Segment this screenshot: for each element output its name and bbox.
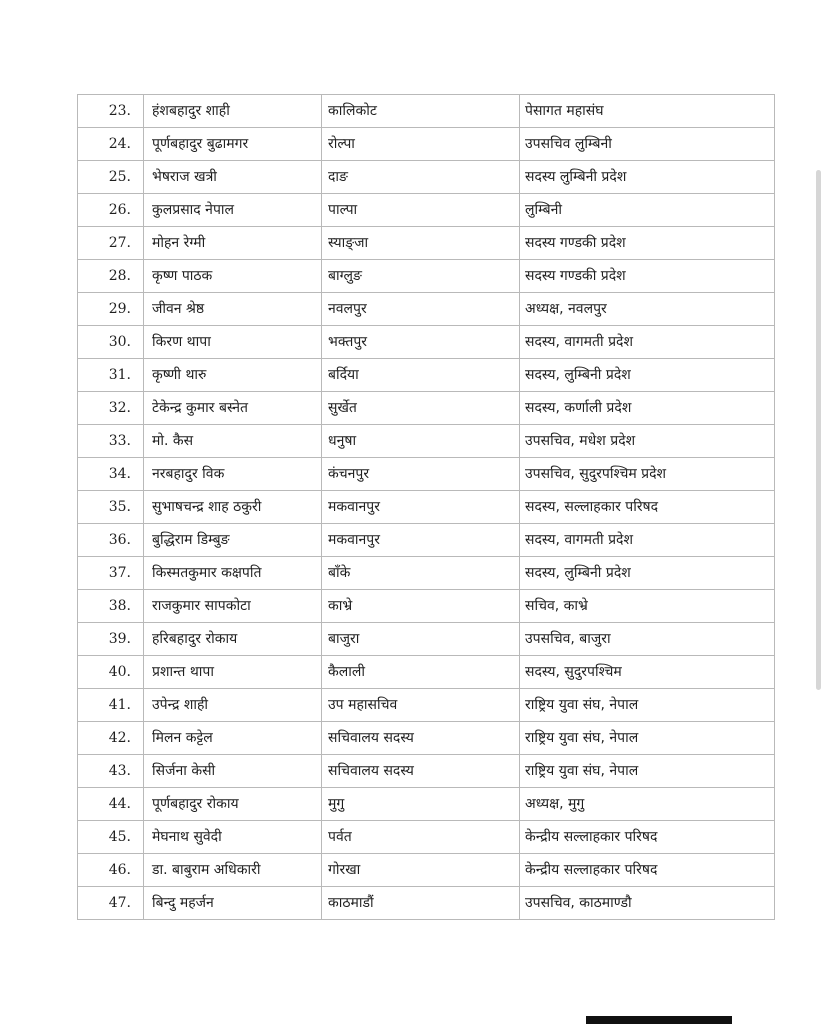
member-name-cell: जीवन श्रेष्ठ	[144, 293, 322, 326]
serial-number-cell: 26.	[78, 194, 144, 227]
table-row	[78, 425, 775, 458]
position-cell: सचिव, काभ्रे	[520, 590, 775, 623]
position-cell: सदस्य, वागमती प्रदेश	[520, 524, 775, 557]
district-cell: पर्वत	[322, 821, 520, 854]
table-row	[78, 821, 775, 854]
serial-number-cell: 33.	[78, 425, 144, 458]
serial-number-cell: 30.	[78, 326, 144, 359]
bottom-bar	[586, 1016, 732, 1024]
table-row	[78, 293, 775, 326]
district-cell: मकवानपुर	[322, 524, 520, 557]
member-name-cell: किस्मतकुमार कक्षपति	[144, 557, 322, 590]
position-cell: सदस्य, लुम्बिनी प्रदेश	[520, 359, 775, 392]
table-row	[78, 161, 775, 194]
district-cell: गोरखा	[322, 854, 520, 887]
position-cell: केन्द्रीय सल्लाहकार परिषद	[520, 854, 775, 887]
member-name-cell: हरिबहादुर रोकाय	[144, 623, 322, 656]
member-name-cell: मोहन रेग्मी	[144, 227, 322, 260]
table-row	[78, 689, 775, 722]
table-row	[78, 887, 775, 920]
district-cell: सचिवालय सदस्य	[322, 722, 520, 755]
district-cell: मकवानपुर	[322, 491, 520, 524]
position-cell: सदस्य, कर्णाली प्रदेश	[520, 392, 775, 425]
district-cell: दाङ	[322, 161, 520, 194]
district-cell: उप महासचिव	[322, 689, 520, 722]
position-cell: राष्ट्रिय युवा संघ, नेपाल	[520, 722, 775, 755]
member-name-cell: डा. बाबुराम अधिकारी	[144, 854, 322, 887]
position-cell: राष्ट्रिय युवा संघ, नेपाल	[520, 755, 775, 788]
member-name-cell: टेकेन्द्र कुमार बस्नेत	[144, 392, 322, 425]
table-row	[78, 788, 775, 821]
serial-number-cell: 46.	[78, 854, 144, 887]
serial-number-cell: 38.	[78, 590, 144, 623]
position-cell: सदस्य, वागमती प्रदेश	[520, 326, 775, 359]
table-row	[78, 590, 775, 623]
member-name-cell: किरण थापा	[144, 326, 322, 359]
table-row	[78, 458, 775, 491]
serial-number-cell: 24.	[78, 128, 144, 161]
table-row	[78, 95, 775, 128]
district-cell: सुर्खेत	[322, 392, 520, 425]
position-cell: उपसचिव, बाजुरा	[520, 623, 775, 656]
table-row	[78, 260, 775, 293]
position-cell: केन्द्रीय सल्लाहकार परिषद	[520, 821, 775, 854]
district-cell: बर्दिया	[322, 359, 520, 392]
district-cell: सचिवालय सदस्य	[322, 755, 520, 788]
serial-number-cell: 32.	[78, 392, 144, 425]
vertical-scrollbar[interactable]	[816, 170, 821, 690]
position-cell: अध्यक्ष, मुगु	[520, 788, 775, 821]
serial-number-cell: 35.	[78, 491, 144, 524]
table-row	[78, 524, 775, 557]
member-name-cell: बुद्धिराम डिम्बुङ	[144, 524, 322, 557]
position-cell: लुम्बिनी	[520, 194, 775, 227]
serial-number-cell: 44.	[78, 788, 144, 821]
serial-number-cell: 41.	[78, 689, 144, 722]
position-cell: उपसचिव लुम्बिनी	[520, 128, 775, 161]
position-cell: सदस्य, सल्लाहकार परिषद	[520, 491, 775, 524]
serial-number-cell: 39.	[78, 623, 144, 656]
serial-number-cell: 37.	[78, 557, 144, 590]
member-name-cell: सुभाषचन्द्र शाह ठकुरी	[144, 491, 322, 524]
member-name-cell: उपेन्द्र शाही	[144, 689, 322, 722]
district-cell: भक्तपुर	[322, 326, 520, 359]
member-name-cell: पूर्णबहादुर बुढामगर	[144, 128, 322, 161]
serial-number-cell: 43.	[78, 755, 144, 788]
serial-number-cell: 34.	[78, 458, 144, 491]
position-cell: उपसचिव, सुदुरपश्चिम प्रदेश	[520, 458, 775, 491]
member-name-cell: पूर्णबहादुर रोकाय	[144, 788, 322, 821]
table-row	[78, 326, 775, 359]
district-cell: बाँके	[322, 557, 520, 590]
member-name-cell: भेषराज खत्री	[144, 161, 322, 194]
table-row	[78, 623, 775, 656]
serial-number-cell: 47.	[78, 887, 144, 920]
district-cell: कालिकोट	[322, 95, 520, 128]
member-name-cell: मिलन कट्टेल	[144, 722, 322, 755]
members-table	[77, 94, 775, 920]
member-name-cell: कृष्णी थारु	[144, 359, 322, 392]
district-cell: धनुषा	[322, 425, 520, 458]
serial-number-cell: 27.	[78, 227, 144, 260]
member-name-cell: राजकुमार सापकोटा	[144, 590, 322, 623]
serial-number-cell: 29.	[78, 293, 144, 326]
position-cell: उपसचिव, मधेश प्रदेश	[520, 425, 775, 458]
position-cell: सदस्य लुम्बिनी प्रदेश	[520, 161, 775, 194]
position-cell: सदस्य, लुम्बिनी प्रदेश	[520, 557, 775, 590]
table-row	[78, 194, 775, 227]
district-cell: काभ्रे	[322, 590, 520, 623]
serial-number-cell: 25.	[78, 161, 144, 194]
district-cell: रोल्पा	[322, 128, 520, 161]
table-row	[78, 491, 775, 524]
district-cell: बाग्लुङ	[322, 260, 520, 293]
serial-number-cell: 28.	[78, 260, 144, 293]
member-name-cell: सिर्जना केसी	[144, 755, 322, 788]
position-cell: उपसचिव, काठमाण्डौ	[520, 887, 775, 920]
member-list	[77, 94, 774, 920]
district-cell: काठमाडौं	[322, 887, 520, 920]
serial-number-cell: 45.	[78, 821, 144, 854]
district-cell: पाल्पा	[322, 194, 520, 227]
member-name-cell: मो. कैस	[144, 425, 322, 458]
member-name-cell: प्रशान्त थापा	[144, 656, 322, 689]
district-cell: स्याङ्जा	[322, 227, 520, 260]
table-row	[78, 755, 775, 788]
position-cell: सदस्य, सुदुरपश्चिम	[520, 656, 775, 689]
serial-number-cell: 23.	[78, 95, 144, 128]
table-row	[78, 722, 775, 755]
district-cell: बाजुरा	[322, 623, 520, 656]
member-name-cell: कुलप्रसाद नेपाल	[144, 194, 322, 227]
table-row	[78, 656, 775, 689]
table-row	[78, 392, 775, 425]
member-name-cell: कृष्ण पाठक	[144, 260, 322, 293]
district-cell: कैलाली	[322, 656, 520, 689]
district-cell: नवलपुर	[322, 293, 520, 326]
serial-number-cell: 36.	[78, 524, 144, 557]
serial-number-cell: 31.	[78, 359, 144, 392]
table-row	[78, 128, 775, 161]
table-row	[78, 227, 775, 260]
members-table-body	[78, 95, 775, 920]
position-cell: पेसागत महासंघ	[520, 95, 775, 128]
serial-number-cell: 42.	[78, 722, 144, 755]
position-cell: सदस्य गण्डकी प्रदेश	[520, 227, 775, 260]
position-cell: अध्यक्ष, नवलपुर	[520, 293, 775, 326]
table-row	[78, 557, 775, 590]
table-row	[78, 854, 775, 887]
position-cell: सदस्य गण्डकी प्रदेश	[520, 260, 775, 293]
table-row	[78, 359, 775, 392]
member-name-cell: मेघनाथ सुवेदी	[144, 821, 322, 854]
district-cell: मुगु	[322, 788, 520, 821]
member-name-cell: हंशबहादुर शाही	[144, 95, 322, 128]
serial-number-cell: 40.	[78, 656, 144, 689]
district-cell: कंचनपुर	[322, 458, 520, 491]
position-cell: राष्ट्रिय युवा संघ, नेपाल	[520, 689, 775, 722]
member-name-cell: नरबहादुर विक	[144, 458, 322, 491]
member-name-cell: बिन्दु महर्जन	[144, 887, 322, 920]
